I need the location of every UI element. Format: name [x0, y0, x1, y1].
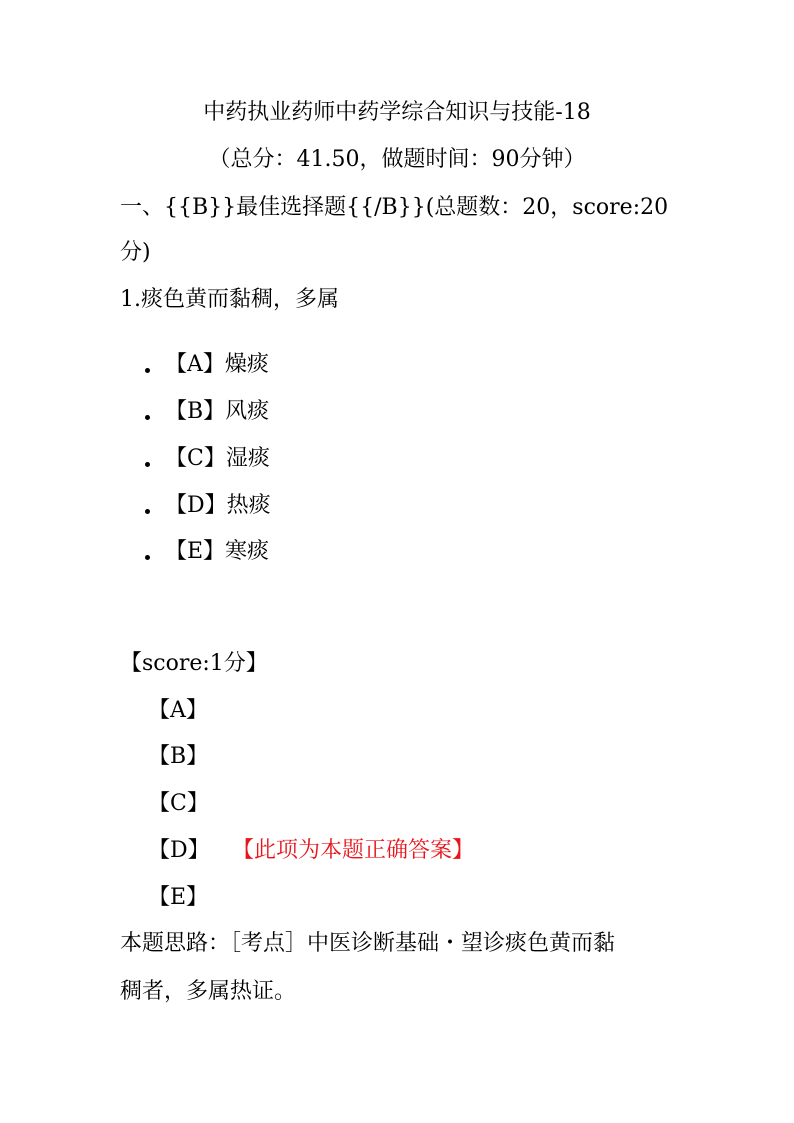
- answer-choice: 【E】: [148, 885, 209, 910]
- answer-choice: 【C】: [148, 791, 209, 816]
- bullet-icon: [145, 415, 150, 420]
- document-subtitle: （总分：41.50，做题时间：90分钟）: [208, 147, 586, 172]
- bullet-icon: [145, 368, 150, 373]
- question-stem: 1.痰色黄而黏稠，多属: [120, 287, 339, 312]
- section-heading-continuation: 分): [120, 240, 151, 265]
- option-text: 【D】热痰: [165, 493, 271, 518]
- bullet-icon: [145, 462, 150, 467]
- question-score: 【score:1分】: [120, 651, 268, 676]
- answer-choice: 【D】: [148, 838, 210, 863]
- document-title: 中药执业药师中药学综合知识与技能-18: [203, 100, 591, 125]
- bullet-icon: [145, 555, 150, 560]
- answer-choice: 【A】: [148, 698, 208, 723]
- answer-choice: 【B】: [148, 744, 209, 769]
- bullet-icon: [145, 509, 150, 514]
- option-text: 【B】风痰: [165, 399, 270, 424]
- option-text: 【A】燥痰: [165, 352, 269, 377]
- explanation-text: 本题思路：［考点］中医诊断基础・望诊痰色黄而黏: [120, 931, 616, 956]
- option-text: 【C】湿痰: [165, 446, 270, 471]
- option-text: 【E】寒痰: [165, 539, 270, 564]
- correct-answer-marker: 【此项为本题正确答案】: [232, 838, 475, 863]
- explanation-text-continuation: 稠者，多属热证。: [120, 979, 297, 1004]
- section-heading: 一、{{B}}最佳选择题{{/B}}(总题数：20，score:20: [120, 195, 669, 220]
